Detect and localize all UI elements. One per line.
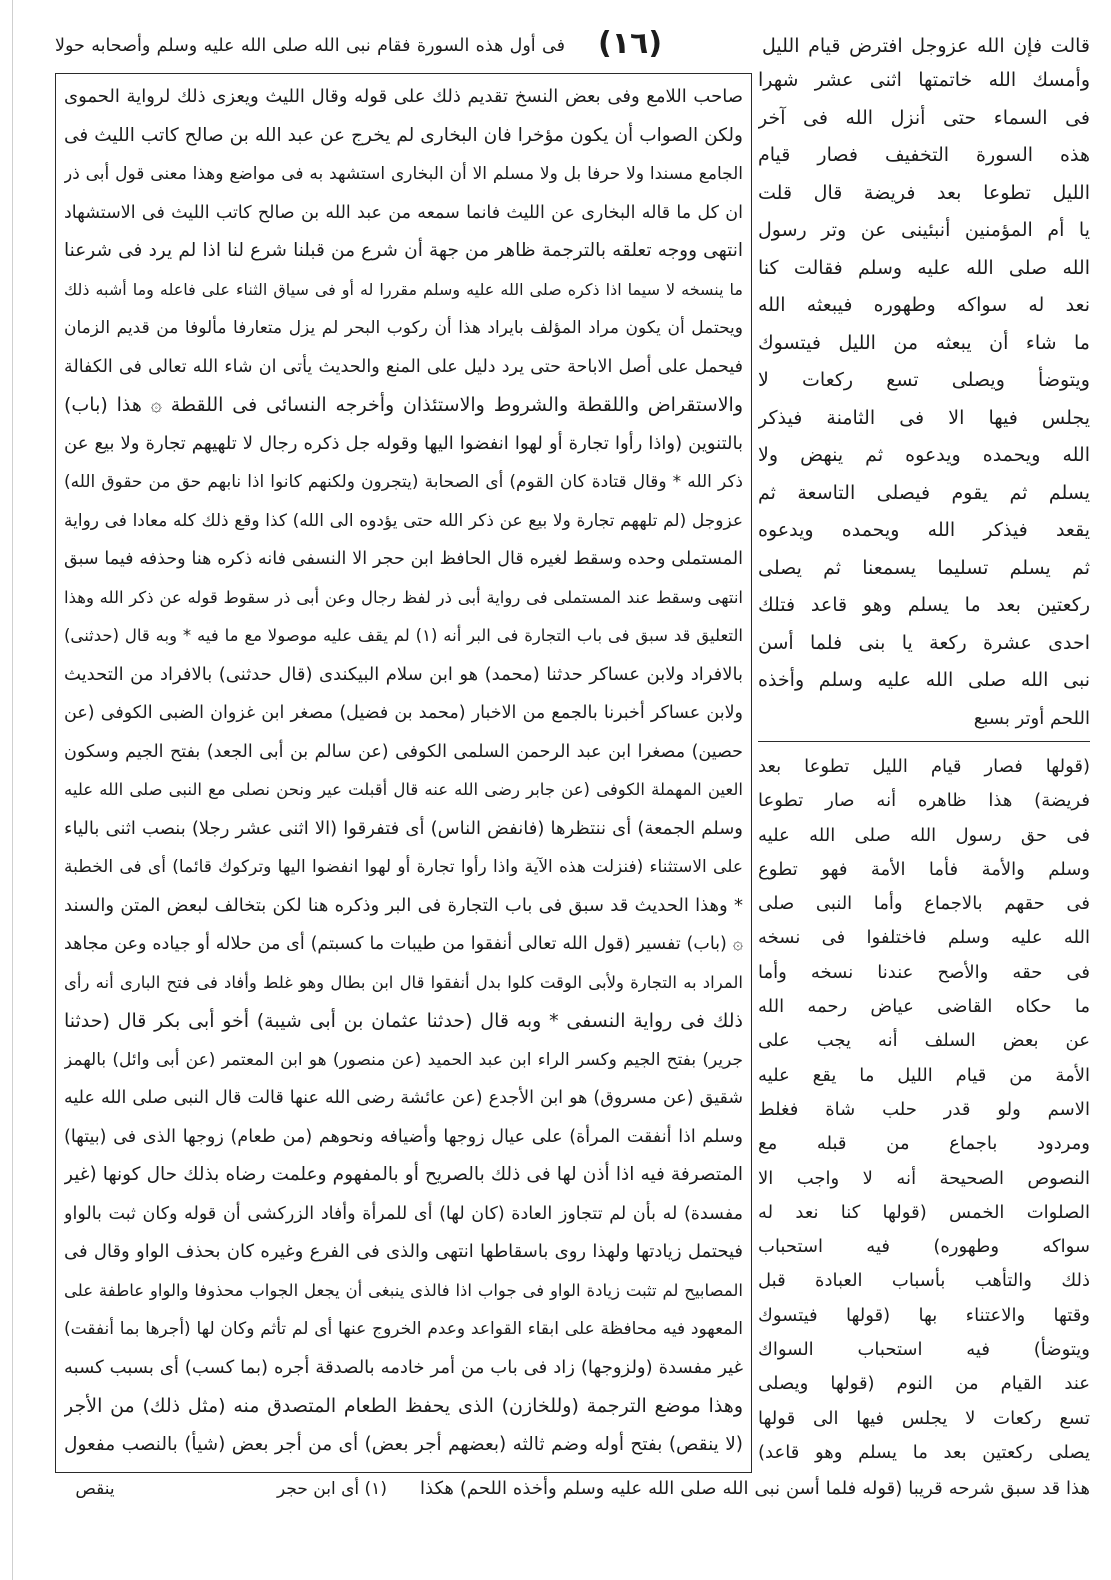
- catchword: ينقص: [75, 1479, 115, 1499]
- side-text-line: ركعتين بعد ما يسلم وهو قاعد فتلك: [758, 594, 1090, 616]
- main-text-line: وسلم اذا أنفقت المرأة) على عيال زوجها وأضيافه ونحوهم (من طعام) زوجها الذى فى (بيتها): [64, 1126, 743, 1147]
- main-text-line: والاستقراض واللقطة والشروط والاستئذان وأخرجه النسائى فى اللقطة ۞ هذا (باب): [64, 394, 743, 416]
- side-text-line: يجلس فيها الا فى الثامنة فيذكر: [758, 406, 1090, 429]
- commentary-line: عند القيام من النوم (قولها ويصلى: [758, 1373, 1090, 1395]
- side-text-line: يا أم المؤمنين أنبئينى عن وتر رسول: [758, 219, 1090, 241]
- main-text-line: ۞ (باب) تفسير (قول الله تعالى أنفقوا من طيبات ما كسبتم) أى من حلاله أو جياده وعن مجاهد: [64, 934, 743, 954]
- commentary-line: سواكه وطهوره) فيه استحباب: [758, 1236, 1090, 1258]
- main-text-line: وهذا موضع الترجمة (وللخازن) الذى يحفظ الطعام المتصدق منه (مثل ذلك) من الأجر: [64, 1395, 743, 1417]
- main-text-line: حصين) مصغرا ابن عبد الرحمن السلمى الكوفى (عن سالم بن أبى الجعد) بفتح الجيم وسكون: [64, 741, 743, 762]
- side-text-line: احدى عشرة ركعة يا بنى فلما أسن: [758, 631, 1090, 654]
- side-text-line: ما شاء أن يبعثه من الليل فيتسوك: [758, 331, 1090, 354]
- commentary-line: ومردود باجماع من قبله مع: [758, 1133, 1090, 1155]
- side-text-line: وأمسك الله خاتمتها اثنى عشر شهرا: [758, 69, 1090, 91]
- side-text-line: ويتوضأ ويصلى تسع ركعات لا: [758, 369, 1090, 391]
- main-text-line: انتهى ووجه تعلقه بالترجمة ظاهر من جهة أن شرع من قبلنا شرع لنا اذا لم يرد فى شرعنا: [64, 240, 743, 261]
- side-text-line: نعد له سواكه وطهوره فيبعثه الله: [758, 294, 1090, 316]
- main-text-line: وسلم الجمعة) أى ننتظرها (فانفض الناس) أى فتفرقوا (الا اثنى عشر رجلا) بنصب اثنى بالياء: [64, 817, 743, 839]
- main-text-line: العين المهملة الكوفى (عن جابر رضى الله عنه قال أقبلت عير ونحن نصلى مع النبى صلى الله عليه: [64, 780, 743, 799]
- commentary-line: وسلم والأمة فأما الأمة فهو تطوع: [758, 858, 1090, 880]
- header-main-text: فى أول هذه السورة فقام نبى الله صلى الله عليه وسلم وأصحابه حولا: [55, 36, 565, 56]
- commentary-line: (قولها فصار قيام الليل تطوعا بعد: [758, 756, 1090, 777]
- main-text-line: جرير) بفتح الجيم وكسر الراء ابن عبد الحميد (عن منصور) هو ابن المعتمر (عن أبى وائل) بالهمز: [64, 1049, 743, 1070]
- main-text-line: ولابن عساكر أخبرنا بالجمع من الاخبار (محمد بن فضيل) مصغر ابن غزوان الضبى الكوفى (عن: [64, 703, 743, 723]
- main-text-line: ويحتمل أن يكون مراد المؤلف بايراد هذا أن ركوب البحر لم يزل متعارفا مألوفا من قديم الزمان: [64, 318, 743, 338]
- commentary-line: الصلوات الخمس (قولها كنا نعد له: [758, 1201, 1090, 1223]
- side-text-line: الله صلى الله عليه وسلم فقالت كنا: [758, 256, 1090, 279]
- main-text-line: ما ينسخه لا سيما اذا ذكره صلى الله عليه وسلم مقررا له أو فى سياق الثناء على فاعله وما أشبه ذلك: [64, 279, 743, 299]
- column-divider-rule: [758, 741, 1090, 742]
- main-text-line: ولكن الصواب أن يكون مؤخرا فان البخارى لم يخرج عن عبد الله بن صالح كاتب الليث فى: [64, 124, 743, 146]
- commentary-line: الله عليه وسلم فاختلفوا فى نسخه: [758, 927, 1090, 949]
- main-text-line: ذلك فى رواية النسفى * وبه قال (حدثنا عثمان بن أبى شيبة) أخو أبى بكر قال (حدثنا: [64, 1010, 743, 1032]
- commentary-line: تسع ركعات لا يجلس فيها الى قولها: [758, 1407, 1090, 1429]
- main-text-line: انتهى وسقط عند المستملى فى رواية أبى ذر لفظ رجال وعن أبى ذر سقوط قوله عن ذكر الله وهذا: [64, 587, 743, 607]
- main-text-line: (لا ينقص) بفتح أوله وضم ثالثه (بعضهم أجر بعض) أى من أجر بعض (شيأ) بالنصب مفعول: [64, 1433, 743, 1455]
- main-text-line: بالافراد ولابن عساكر حدثنا (محمد) هو ابن سلام البيكندى (قال حدثنى) بالافراد من التحديث: [64, 663, 743, 685]
- main-text-frame: [55, 73, 752, 1473]
- side-text-line: ثم يسلم تسليما يسمعنا ثم يصلى: [758, 556, 1090, 579]
- main-text-line: المعهود فيه محافظة على ابقاء القواعد وعدم الخروج عنها أى لم تأثم وكان لها (أجرها بما أنفقت): [64, 1319, 743, 1339]
- main-text-line: فيحتمل زيادتها ولهذا روى باسقاطها انتهى والذى فى الفرع وغيره كان بحذف الواو وقال فى: [64, 1241, 743, 1262]
- commentary-line: عن بعض السلف أنه يجب على: [758, 1030, 1090, 1052]
- main-text-line: فيحمل على أصل الاباحة حتى يرد دليل على المنع والحديث يأتى ان شاء الله تعالى فى الكفالة: [64, 356, 743, 377]
- main-text-line: التعليق قد سبق فى باب التجارة فى البر أنه (١) لم يقف عليه موصولا مع ما فيه * وبه قال (حدثنى): [64, 626, 743, 645]
- footnote: (١) أى ابن حجر: [277, 1479, 387, 1499]
- commentary-line: فى حقه والأصح عندنا نسخه وأما: [758, 961, 1090, 983]
- main-text-line: * وهذا الحديث قد سبق فى باب التجارة فى البر وذكره هنا لكن بتخالف لبعض المتن والسند: [64, 894, 743, 916]
- main-text-line: صاحب اللامع وفى بعض النسخ تقديم ذلك على قوله وقال الليث ويعزى ذلك لرواية الحموى: [64, 86, 743, 107]
- side-text-line: يسلم ثم يقوم فيصلى التاسعة ثم: [758, 481, 1090, 504]
- commentary-line: فى حق رسول الله صلى الله عليه: [758, 824, 1090, 846]
- main-text-line: بالتنوين (واذا رأوا تجارة أو لهوا انفضوا اليها وقوله جل ذكره رجال لا تلهيهم تجارة ولا بيع عن: [64, 432, 743, 454]
- side-text-line: الله ويحمده ويدعوه ثم ينهض ولا: [758, 444, 1090, 466]
- page-number: (١٦): [597, 26, 663, 61]
- main-text-line: المتصرفة فيه اذا أذن لها فى ذلك بالصريح أو بالمفهوم وعلمت رضاه بذلك حال كونها (غير: [64, 1164, 743, 1185]
- header-side-text: قالت فإن الله عزوجل افترض قيام الليل: [762, 35, 1090, 57]
- side-text-line: نبى الله صلى الله عليه وسلم وأخذه: [758, 669, 1090, 691]
- main-text-line: شقيق (عن مسروق) هو ابن الأجدع (عن عائشة رضى الله عنها قالت قال النبى صلى الله عليه: [64, 1088, 743, 1108]
- commentary-line: فى حقهم بالاجماع وأما النبى صلى: [758, 893, 1090, 915]
- side-text-line: فى السماء حتى أنزل الله فى آخر: [758, 106, 1090, 129]
- main-text-line: عزوجل (لم تلههم تجارة ولا بيع عن ذكر الله حتى يؤدوه الى الله) كذا وقع ذلك كله معادا فى رواية: [64, 510, 743, 531]
- main-text-line: المستملى وحده وسقط لغيره قال الحافظ ابن حجر الا النسفى فانه ذكره هنا وحذفه فيما سبق: [64, 549, 743, 569]
- commentary-line: النصوص الصحيحة أنه لا واجب الا: [758, 1167, 1090, 1189]
- commentary-line: ذلك والتأهب بأسباب العبادة قبل: [758, 1270, 1090, 1292]
- main-text-line: ان كل ما قاله البخارى عن الليث فانما سمعه من عبد الله بن صالح كاتب الليث فى الاستشهاد: [64, 202, 743, 223]
- main-text-line: ذكر الله * وقال قتادة كان القوم) أى الصحابة (يتجرون ولكنهم كانوا اذا نابهم حق من حقوق الله): [64, 472, 743, 492]
- commentary-line: الأمة من قيام الليل ما يقع عليه: [758, 1064, 1090, 1086]
- side-text-line: الليل تطوعا بعد فريضة قال قلت: [758, 181, 1090, 204]
- commentary-line: يصلى ركعتين بعد ما يسلم وهو قاعد): [758, 1441, 1090, 1463]
- side-text-line-last: اللحم أوتر بسبع: [973, 707, 1090, 729]
- main-text-line: على الاستثناء (فنزلت هذه الآية واذا رأوا تجارة أو لهوا انفضوا اليها وتركوك قائما) أى فى الخطبة: [64, 857, 743, 877]
- scan-edge-line: [12, 0, 13, 1580]
- main-text-line: غير مفسدة (ولزوجها) زاد فى باب من أمر خادمه بالصدقة أجره (بما كسب) أى بسبب كسبه: [64, 1356, 743, 1378]
- commentary-line: ما حكاه القاضى عياض رحمه الله: [758, 996, 1090, 1018]
- footer-commentary-continuation: هذا قد سبق شرحه قريبا (قوله فلما أسن نبى الله صلى الله عليه وسلم وأخذه اللحم) هكذا: [420, 1478, 1090, 1499]
- side-text-line: هذه السورة التخفيف فصار قيام: [758, 144, 1090, 166]
- main-text-line: الجامع مسندا ولا حرفا بل ولا مسلم الا أن البخارى استشهد به فى مواضع وهذا معنى قول أبى ذر: [64, 164, 743, 184]
- commentary-line: ويتوضأ) فيه استحباب السواك: [758, 1339, 1090, 1361]
- side-text-column: [758, 62, 1090, 737]
- commentary-column: [758, 750, 1090, 1470]
- main-text-line: مفسدة) له بأن لم تتجاوز العادة (كان لها) أى للمرأة وأفاد الزركشى أن قوله وكان ثبت بالواو: [64, 1203, 743, 1224]
- commentary-line: وقتها والاعتناء بها (قولها فيتسوك: [758, 1304, 1090, 1326]
- main-text-line: المراد به التجارة ولأبى الوقت كلوا بدل أنفقوا قال ابن بطال وهو غلط وأفاد فى فتح البارى أنه رأى: [64, 972, 743, 992]
- commentary-line: الاسم ولو قدر حلب شاة فغلط: [758, 1098, 1090, 1120]
- side-text-line: يقعد فيذكر الله ويحمده ويدعوه: [758, 519, 1090, 541]
- commentary-line: فريضة) هذا ظاهره أنه صار تطوعا: [758, 790, 1090, 812]
- main-text-line: المصابيح لم تثبت زيادة الواو فى جواب اذا فالذى ينبغى أن يجعل الجواب محذوفا والواو عاطفة على: [64, 1280, 743, 1300]
